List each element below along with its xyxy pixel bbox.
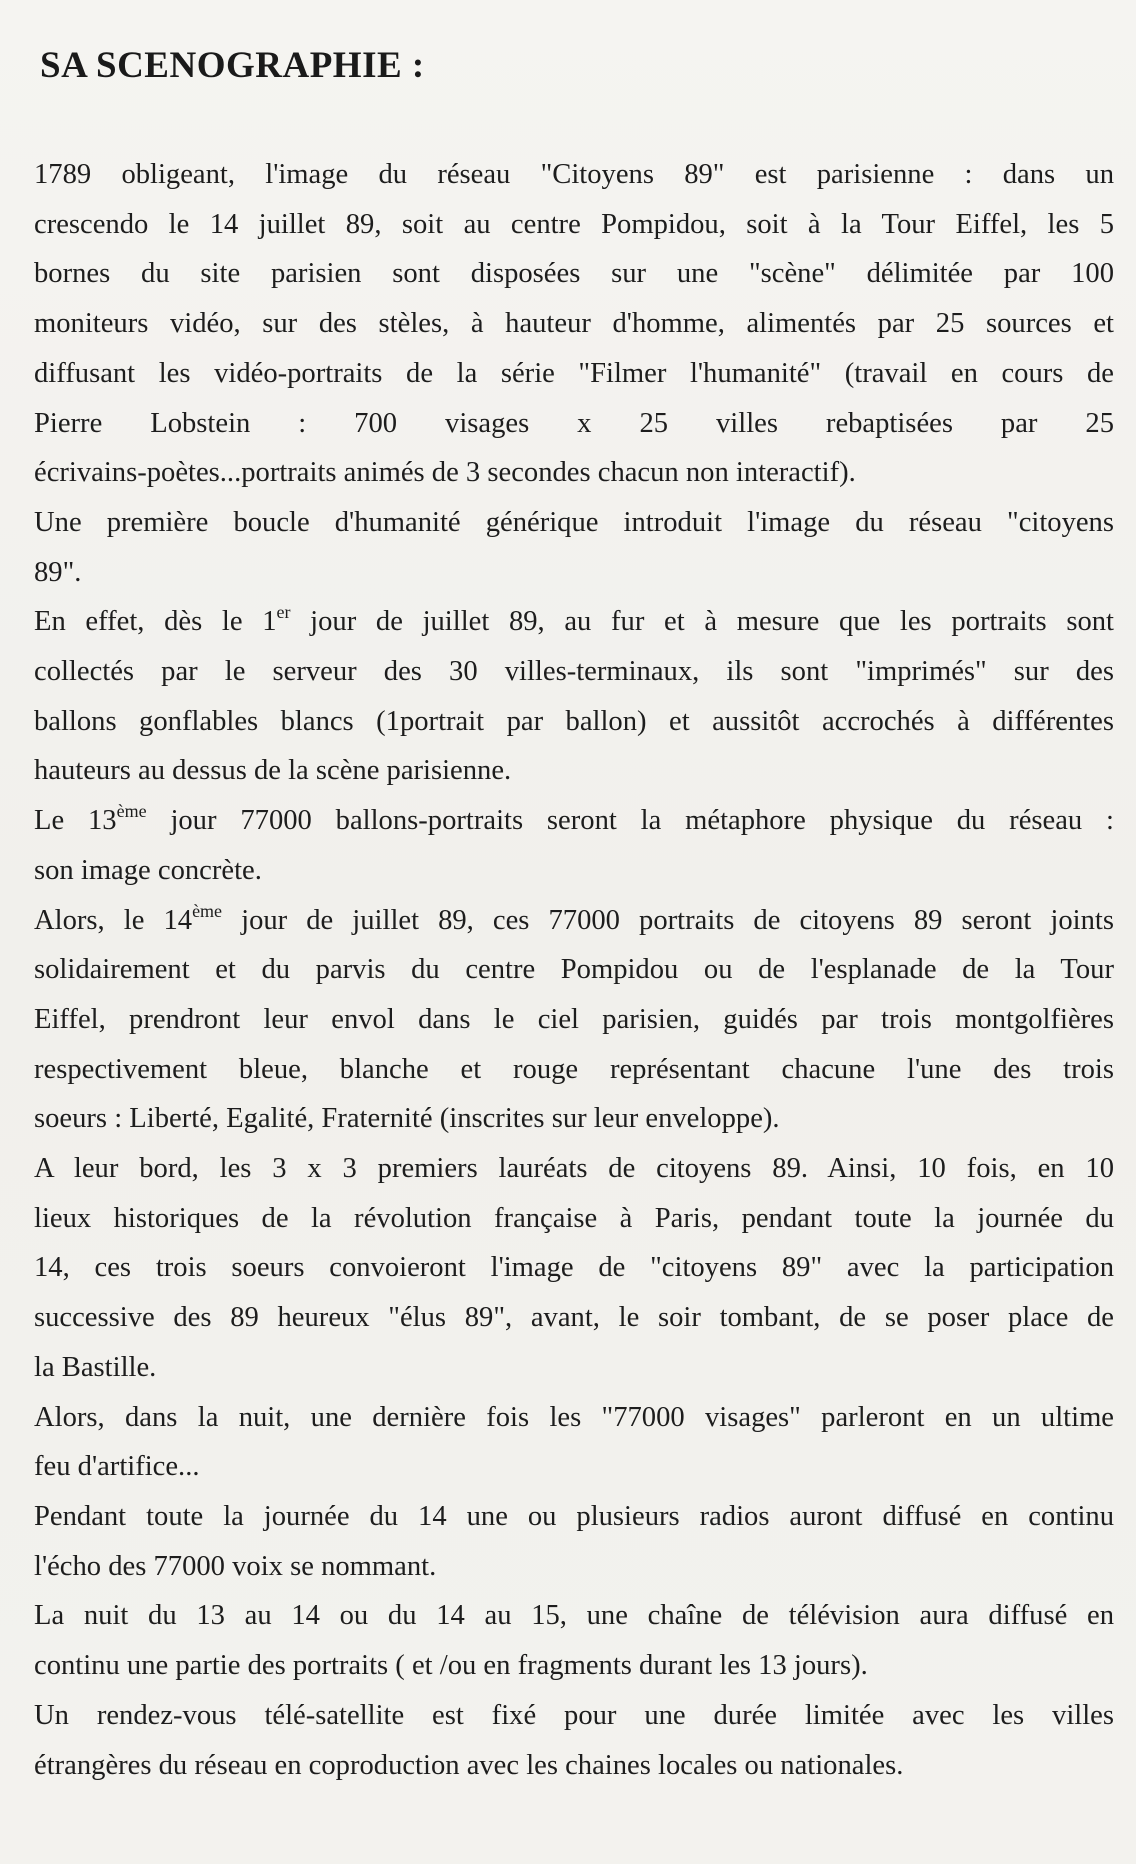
paragraph-14eme: [34, 896, 1114, 1145]
paragraph-en-effet: [34, 597, 1114, 796]
text-line: diffusant les vidéo-portraits de la série "Filmer l'humanité" (travail en cours de: [34, 357, 1114, 389]
text-line: bornes du site parisien sont disposées sur une "scène" délimitée par 100: [34, 258, 1114, 290]
text-line: Pendant toute la journée du 14 une ou plusieurs radios auront diffusé en continu: [34, 1500, 1114, 1532]
text-fragment: Le 13: [34, 805, 117, 837]
text-line: [34, 597, 1114, 647]
text-line: [34, 896, 1114, 946]
text-line: moniteurs vidéo, sur des stèles, à hauteur d'homme, alimentés par 25 sources et: [34, 308, 1114, 340]
text-line: solidairement et du parvis du centre Pompidou ou de l'esplanade de la Tour: [34, 954, 1114, 986]
page-title: SA SCENOGRAPHIE :: [40, 45, 425, 86]
text-line: Pierre Lobstein : 700 visages x 25 villes rebaptisées par 25: [34, 407, 1114, 439]
text-line: collectés par le serveur des 30 villes-terminaux, ils sont "imprimés" sur des: [34, 656, 1114, 688]
text-line: 14, ces trois soeurs convoieront l'image de "citoyens 89" avec la participation: [34, 1252, 1114, 1284]
paragraph-intro: [34, 150, 1114, 498]
paragraph-satellite: [34, 1691, 1114, 1790]
text-line: 89".: [34, 556, 82, 588]
text-line: A leur bord, les 3 x 3 premiers lauréats de citoyens 89. Ainsi, 10 fois, en 10: [34, 1153, 1114, 1185]
text-line: ballons gonflables blancs (1portrait par ballon) et aussitôt accrochés à différentes: [34, 705, 1114, 737]
superscript: er: [276, 602, 291, 623]
text-line: Eiffel, prendront leur envol dans le ciel parisien, guidés par trois montgolfières: [34, 1003, 1114, 1035]
paragraph-radios: [34, 1492, 1114, 1591]
text-fragment: Alors, le 14: [34, 904, 193, 936]
text-line: crescendo le 14 juillet 89, soit au centre Pompidou, soit à la Tour Eiffel, les 5: [34, 208, 1114, 240]
text-line: 1789 obligeant, l'image du réseau "Citoyens 89" est parisienne : dans un: [34, 159, 1114, 190]
text-line: son image concrète.: [34, 854, 262, 886]
superscript: ème: [116, 801, 147, 822]
text-line: Alors, dans la nuit, une dernière fois les "77000 visages" parleront en un ultime: [34, 1401, 1114, 1433]
text-line: La nuit du 13 au 14 ou du 14 au 15, une chaîne de télévision aura diffusé en: [34, 1600, 1114, 1632]
text-line: [34, 796, 1114, 846]
paragraph-nuit: [34, 1393, 1114, 1492]
body-text: [34, 150, 1114, 1790]
text-fragment: jour de juillet 89, ces 77000 portraits de citoyens 89 seront joints: [222, 904, 1114, 936]
text-line: hauteurs au dessus de la scène parisienne.: [34, 755, 512, 787]
text-line: successive des 89 heureux "élus 89", avant, le soir tombant, de se poser place de: [34, 1302, 1114, 1334]
paragraph-boucle: [34, 498, 1114, 597]
text-line: l'écho des 77000 voix se nommant.: [34, 1550, 437, 1582]
text-fragment: jour 77000 ballons-portraits seront la métaphore physique du réseau :: [146, 805, 1114, 837]
paragraph-a-leur-bord: [34, 1144, 1114, 1393]
paragraph-13eme: [34, 796, 1114, 895]
text-line: respectivement bleue, blanche et rouge représentant chacune l'une des trois: [34, 1053, 1114, 1085]
text-line: Un rendez-vous télé-satellite est fixé pour une durée limitée avec les villes: [34, 1699, 1114, 1731]
text-line: étrangères du réseau en coproduction avec les chaines locales ou nationales.: [34, 1749, 904, 1781]
text-line: écrivains-poètes...portraits animés de 3 secondes chacun non interactif).: [34, 457, 856, 489]
text-line: soeurs : Liberté, Egalité, Fraternité (inscrites sur leur enveloppe).: [34, 1103, 780, 1135]
text-line: la Bastille.: [34, 1351, 157, 1383]
text-fragment: En effet, dès le 1: [34, 606, 277, 638]
text-line: Une première boucle d'humanité générique introduit l'image du réseau "citoyens: [34, 506, 1114, 538]
text-fragment: jour de juillet 89, au fur et à mesure que les portraits sont: [290, 606, 1114, 638]
text-line: lieux historiques de la révolution française à Paris, pendant toute la journée du: [34, 1202, 1114, 1234]
superscript: ème: [192, 900, 223, 921]
text-line: feu d'artifice...: [34, 1451, 200, 1483]
paragraph-television: [34, 1591, 1114, 1690]
text-line: continu une partie des portraits ( et /ou en fragments durant les 13 jours).: [34, 1650, 868, 1682]
